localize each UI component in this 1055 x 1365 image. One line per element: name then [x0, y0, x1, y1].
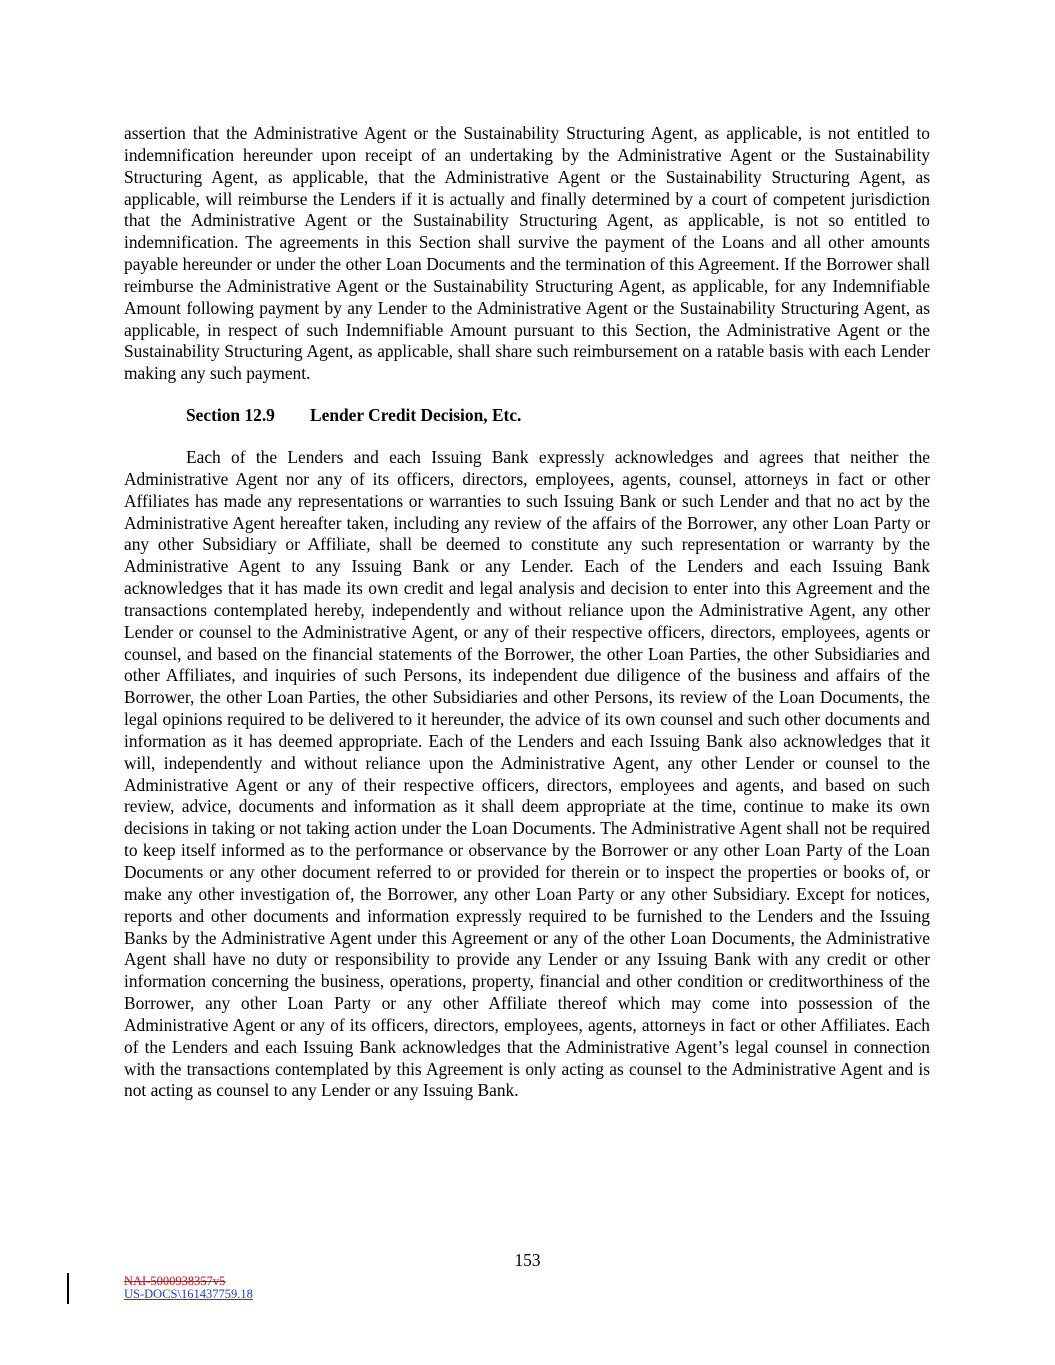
doc-id-deleted: NAI-5000938357v5	[124, 1274, 226, 1288]
section-heading	[124, 405, 930, 427]
doc-id-inserted: US-DOCS\161437759.18	[124, 1287, 253, 1301]
paragraph-indemnification-continuation: assertion that the Administrative Agent or the Sustainability Structuring Agent, as applicable, is not entitled to indemnification hereunder upon receipt of an undertaking by the Administrative Agent or the Sustainability Structuring Agent, as applicable, that the Administrative Agent or the Sustainability Structuring Agent, as applicable, will reimburse the Lenders if it is actually and finally determined by a court of competent jurisdiction that the Administrative Agent or the Sustainability Structuring Agent, as applicable, is not so entitled to indemnification. The agreements in this Section shall survive the payment of the Loans and all other amounts payable hereunder or under the other Loan Documents and the termination of this Agreement. If the Borrower shall reimburse the Administrative Agent or the Sustainability Structuring Agent, as applicable, for any Indemnifiable Amount following payment by any Lender to the Administrative Agent or the Sustainability Structuring Agent, as applicable, in respect of such Indemnifiable Amount pursuant to this Section, the Administrative Agent or the Sustainability Structuring Agent, as applicable, shall share such reimbursement on a ratable basis with each Lender making any such payment.	[124, 123, 930, 384]
revision-bar	[67, 1273, 69, 1304]
page-body	[124, 123, 930, 1102]
document-identifiers	[124, 1275, 253, 1301]
paragraph-lender-credit-decision: Each of the Lenders and each Issuing Bank expressly acknowledges and agrees that neither the Administrative Agent nor any of its officers, directors, employees, agents, counsel, attorneys in fact or other Affiliates has made any representations or warranties to such Issuing Bank or such Lender and that no act by the Administrative Agent hereafter taken, including any review of the affairs of the Borrower, any other Loan Party or any other Subsidiary or Affiliate, shall be deemed to constitute any such representation or warranty by the Administrative Agent to any Issuing Bank or any Lender. Each of the Lenders and each Issuing Bank acknowledges that it has made its own credit and legal analysis and decision to enter into this Agreement and the transactions contemplated hereby, independently and without reliance upon the Administrative Agent, any other Lender or counsel to the Administrative Agent, or any of their respective officers, directors, employees, agents or counsel, and based on the financial statements of the Borrower, the other Loan Parties, the other Subsidiaries and other Affiliates, and inquiries of such Persons, its independent due diligence of the business and affairs of the Borrower, the other Loan Parties, the other Subsidiaries and other Persons, its review of the Loan Documents, the legal opinions required to be delivered to it hereunder, the advice of its own counsel and such other documents and information as it has deemed appropriate. Each of the Lenders and each Issuing Bank also acknowledges that it will, independently and without reliance upon the Administrative Agent, any other Lender or counsel to the Administrative Agent or any of their respective officers, directors, employees and agents, and based on such review, advice, documents and information as it shall deem appropriate at the time, continue to make its own decisions in taking or not taking action under the Loan Documents. The Administrative Agent shall not be required to keep itself informed as to the performance or observance by the Borrower or any other Loan Party of the Loan Documents or any other document referred to or provided for therein or to inspect the properties or books of, or make any other investigation of, the Borrower, any other Loan Party or any other Subsidiary. Except for notices, reports and other documents and information expressly required to be furnished to the Lenders and the Issuing Banks by the Administrative Agent under this Agreement or any of the other Loan Documents, the Administrative Agent shall have no duty or responsibility to provide any Lender or any Issuing Bank with any credit or other information concerning the business, operations, property, financial and other condition or creditworthiness of the Borrower, any other Loan Party or any other Affiliate thereof which may come into possession of the Administrative Agent or any of its officers, directors, employees, agents, attorneys in fact or other Affiliates. Each of the Lenders and each Issuing Bank acknowledges that the Administrative Agent’s legal counsel in connection with the transactions contemplated by this Agreement is only acting as counsel to the Administrative Agent and is not acting as counsel to any Lender or any Issuing Bank.	[124, 446, 930, 1101]
section-title: Lender Credit Decision, Etc.	[310, 405, 522, 426]
page-number: 153	[514, 1250, 541, 1270]
section-number: Section 12.9	[186, 405, 275, 426]
